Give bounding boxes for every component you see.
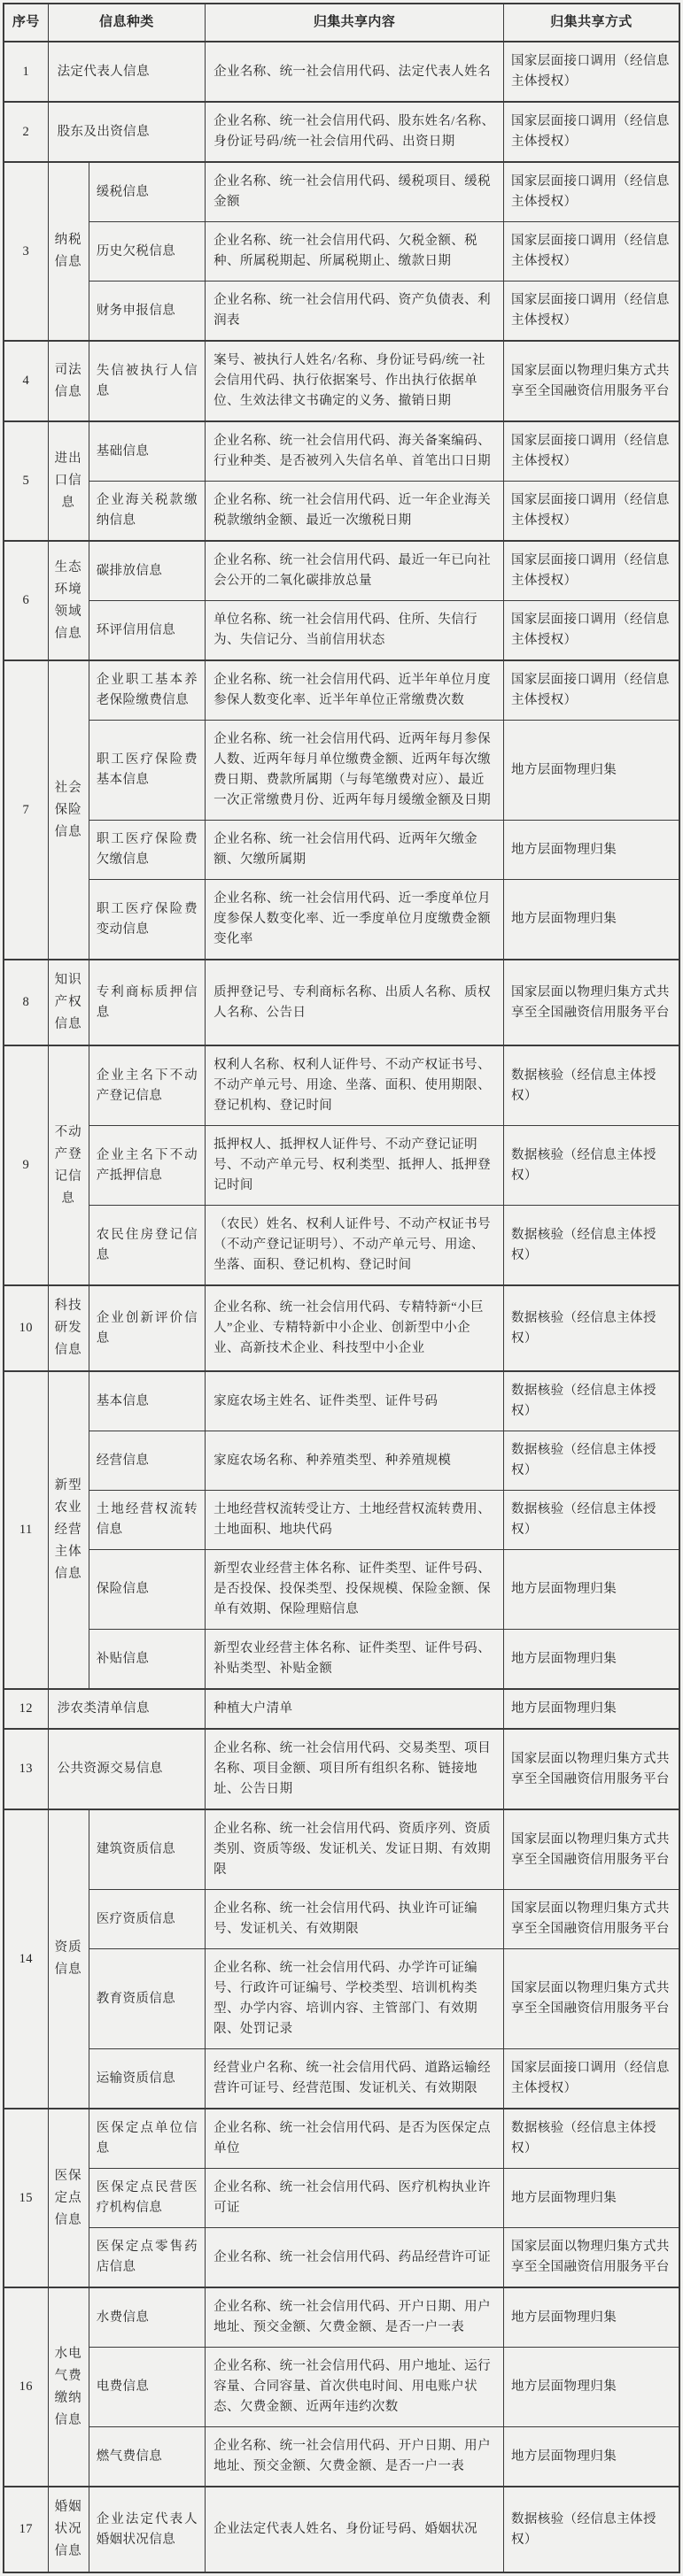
category-cell: 新型农业经营主体信息 bbox=[48, 1371, 89, 1689]
row-number: 6 bbox=[4, 541, 48, 660]
row-number: 15 bbox=[4, 2109, 48, 2287]
content-cell: 企业名称、统一社会信用代码、执业许可证编号、发证机关、有效期限 bbox=[206, 1890, 504, 1949]
subcategory-cell: 历史欠税信息 bbox=[89, 222, 205, 282]
content-cell: 案号、被执行人姓名/名称、身份证号码/统一社会信用代码、执行依据案号、作出执行依据单位、生效法律文书确定的义务、撤销日期 bbox=[206, 341, 504, 421]
method-cell: 国家层面以物理归集方式共享至全国融资信用服务平台 bbox=[503, 1949, 679, 2049]
method-cell: 地方层面物理归集 bbox=[503, 2427, 679, 2487]
row-number: 10 bbox=[4, 1285, 48, 1371]
subcategory-cell: 企业海关税款缴纳信息 bbox=[89, 482, 205, 542]
content-cell: 家庭农场主姓名、证件类型、证件号码 bbox=[206, 1371, 504, 1431]
method-cell: 数据核验（经信息主体授权） bbox=[503, 1206, 679, 1286]
row-number: 7 bbox=[4, 660, 48, 960]
subcategory-cell: 专利商标质押信息 bbox=[89, 960, 205, 1045]
method-cell: 国家层面以物理归集方式共享至全国融资信用服务平台 bbox=[503, 341, 679, 421]
row-number: 13 bbox=[4, 1729, 48, 1809]
subcategory-cell: 职工医疗保险费基本信息 bbox=[89, 721, 205, 821]
table-row bbox=[4, 222, 679, 282]
subcategory-cell: 医保定点零售药店信息 bbox=[89, 2228, 205, 2288]
content-cell: 经营业户名称、统一社会信用代码、道路运输经营许可证号、经营范围、发证机关、有效期限 bbox=[206, 2049, 504, 2109]
table-row bbox=[4, 721, 679, 821]
table-row bbox=[4, 2228, 679, 2288]
table-row bbox=[4, 482, 679, 542]
table-row bbox=[4, 601, 679, 661]
table-body bbox=[4, 42, 679, 2572]
subcategory-cell: 保险信息 bbox=[89, 1550, 205, 1630]
subcategory-cell: 教育资质信息 bbox=[89, 1949, 205, 2049]
method-cell: 地方层面物理归集 bbox=[503, 2348, 679, 2427]
method-cell: 地方层面物理归集 bbox=[503, 2287, 679, 2348]
content-cell: 种植大户清单 bbox=[206, 1689, 504, 1729]
category-cell: 股东及出资信息 bbox=[48, 102, 205, 162]
table-row bbox=[4, 1371, 679, 1431]
method-cell: 国家层面接口调用（经信息主体授权） bbox=[503, 482, 679, 542]
header-method: 归集共享方式 bbox=[503, 4, 679, 42]
content-cell: 企业名称、统一社会信用代码、办学许可证编号、行政许可证编号、学校类型、培训机构类型、办学内容、培训内容、主管部门、有效期限、处罚记录 bbox=[206, 1949, 504, 2049]
method-cell: 数据核验（经信息主体授权） bbox=[503, 1491, 679, 1550]
table-row bbox=[4, 2427, 679, 2487]
table-row bbox=[4, 2049, 679, 2109]
method-cell: 国家层面接口调用（经信息主体授权） bbox=[503, 601, 679, 661]
table-row bbox=[4, 42, 679, 102]
subcategory-cell: 职工医疗保险费欠缴信息 bbox=[89, 821, 205, 880]
category-cell: 进出口信息 bbox=[48, 421, 89, 541]
method-cell: 地方层面物理归集 bbox=[503, 880, 679, 960]
row-number: 9 bbox=[4, 1045, 48, 1285]
method-cell: 数据核验（经信息主体授权） bbox=[503, 1126, 679, 1206]
subcategory-cell: 土地经营权流转信息 bbox=[89, 1491, 205, 1550]
method-cell: 国家层面接口调用（经信息主体授权） bbox=[503, 421, 679, 482]
header-content: 归集共享内容 bbox=[206, 4, 504, 42]
content-cell: 企业名称、统一社会信用代码、欠税金额、税种、所属税期起、所属税期止、缴款日期 bbox=[206, 222, 504, 282]
subcategory-cell: 燃气费信息 bbox=[89, 2427, 205, 2487]
content-cell: 质押登记号、专利商标名称、出质人名称、质权人名称、公告日 bbox=[206, 960, 504, 1045]
table-row bbox=[4, 1431, 679, 1491]
credit-info-sharing-table bbox=[3, 3, 680, 2573]
category-cell: 资质信息 bbox=[48, 1809, 89, 2109]
table-row bbox=[4, 282, 679, 342]
method-cell: 数据核验（经信息主体授权） bbox=[503, 2109, 679, 2169]
method-cell: 国家层面以物理归集方式共享至全国融资信用服务平台 bbox=[503, 2228, 679, 2288]
row-number: 16 bbox=[4, 2287, 48, 2487]
table-row bbox=[4, 1550, 679, 1630]
table-row bbox=[4, 1689, 679, 1729]
subcategory-cell: 碳排放信息 bbox=[89, 541, 205, 601]
table-row bbox=[4, 880, 679, 960]
table-row bbox=[4, 1491, 679, 1550]
method-cell: 国家层面接口调用（经信息主体授权） bbox=[503, 102, 679, 162]
header-num: 序号 bbox=[4, 4, 48, 42]
content-cell: 土地经营权流转受让方、土地经营权流转费用、土地面积、地块代码 bbox=[206, 1491, 504, 1550]
row-number: 12 bbox=[4, 1689, 48, 1729]
table-row bbox=[4, 2169, 679, 2228]
content-cell: 企业名称、统一社会信用代码、开户日期、用户地址、预交金额、欠费金额、是否一户一表 bbox=[206, 2287, 504, 2348]
table-row bbox=[4, 2487, 679, 2572]
content-cell: 企业名称、统一社会信用代码、资产负债表、利润表 bbox=[206, 282, 504, 342]
content-cell: 企业名称、统一社会信用代码、开户日期、用户地址、预交金额、欠费金额、是否一户一表 bbox=[206, 2427, 504, 2487]
subcategory-cell: 建筑资质信息 bbox=[89, 1809, 205, 1890]
method-cell: 地方层面物理归集 bbox=[503, 721, 679, 821]
table-row bbox=[4, 2287, 679, 2348]
table-row bbox=[4, 1809, 679, 1890]
category-cell: 水电气费缴纳信息 bbox=[48, 2287, 89, 2487]
method-cell: 国家层面以物理归集方式共享至全国融资信用服务平台 bbox=[503, 960, 679, 1045]
subcategory-cell: 财务申报信息 bbox=[89, 282, 205, 342]
subcategory-cell: 企业法定代表人婚姻状况信息 bbox=[89, 2487, 205, 2572]
content-cell: 新型农业经营主体名称、证件类型、证件号码、是否投保、投保类型、投保规模、保险金额、保单有效期、保险理赔信息 bbox=[206, 1550, 504, 1630]
content-cell: 企业名称、统一社会信用代码、近两年每月参保人数、近两年每月单位缴费金额、近两年每次缴费日期、费款所属期（与每笔缴费对应）、最近一次正常缴费月份、近两年每月缓缴金额及日期 bbox=[206, 721, 504, 821]
row-number: 11 bbox=[4, 1371, 48, 1689]
table-row bbox=[4, 541, 679, 601]
method-cell: 数据核验（经信息主体授权） bbox=[503, 2487, 679, 2572]
subcategory-cell: 医保定点单位信息 bbox=[89, 2109, 205, 2169]
category-cell: 不动产登记信息 bbox=[48, 1045, 89, 1285]
table-row bbox=[4, 660, 679, 721]
subcategory-cell: 电费信息 bbox=[89, 2348, 205, 2427]
subcategory-cell: 环评信用信息 bbox=[89, 601, 205, 661]
table-row bbox=[4, 821, 679, 880]
table-row bbox=[4, 2109, 679, 2169]
subcategory-cell: 经营信息 bbox=[89, 1431, 205, 1491]
table-row bbox=[4, 1126, 679, 1206]
content-cell: 企业名称、统一社会信用代码、近一年企业海关税款缴纳金额、最近一次缴税日期 bbox=[206, 482, 504, 542]
table-row bbox=[4, 1949, 679, 2049]
row-number: 8 bbox=[4, 960, 48, 1045]
category-cell: 涉农类清单信息 bbox=[48, 1689, 205, 1729]
row-number: 3 bbox=[4, 162, 48, 341]
row-number: 14 bbox=[4, 1809, 48, 2109]
subcategory-cell: 企业创新评价信息 bbox=[89, 1285, 205, 1371]
method-cell: 数据核验（经信息主体授权） bbox=[503, 1371, 679, 1431]
content-cell: 企业名称、统一社会信用代码、是否为医保定点单位 bbox=[206, 2109, 504, 2169]
row-number: 4 bbox=[4, 341, 48, 421]
content-cell: 企业名称、统一社会信用代码、交易类型、项目名称、项目金额、项目所有组织名称、链接地址、公告日期 bbox=[206, 1729, 504, 1809]
header-row bbox=[4, 4, 679, 42]
subcategory-cell: 企业职工基本养老保险缴费信息 bbox=[89, 660, 205, 721]
table-row bbox=[4, 421, 679, 482]
method-cell: 国家层面接口调用（经信息主体授权） bbox=[503, 282, 679, 342]
content-cell: 企业名称、统一社会信用代码、海关备案编码、行业种类、是否被列入失信名单、首笔出口日期 bbox=[206, 421, 504, 482]
table-row bbox=[4, 960, 679, 1045]
content-cell: 企业法定代表人姓名、身份证号码、婚姻状况 bbox=[206, 2487, 504, 2572]
table-row bbox=[4, 162, 679, 222]
table-row bbox=[4, 1630, 679, 1690]
subcategory-cell: 农民住房登记信息 bbox=[89, 1206, 205, 1286]
method-cell: 国家层面接口调用（经信息主体授权） bbox=[503, 660, 679, 721]
method-cell: 国家层面以物理归集方式共享至全国融资信用服务平台 bbox=[503, 1809, 679, 1890]
subcategory-cell: 基本信息 bbox=[89, 1371, 205, 1431]
content-cell: 企业名称、统一社会信用代码、最近一年已向社会公开的二氧化碳排放总量 bbox=[206, 541, 504, 601]
subcategory-cell: 企业主名下不动产抵押信息 bbox=[89, 1126, 205, 1206]
subcategory-cell: 基础信息 bbox=[89, 421, 205, 482]
subcategory-cell: 医疗资质信息 bbox=[89, 1890, 205, 1949]
method-cell: 地方层面物理归集 bbox=[503, 2169, 679, 2228]
category-cell: 医保定点信息 bbox=[48, 2109, 89, 2287]
table-row bbox=[4, 1285, 679, 1371]
method-cell: 数据核验（经信息主体授权） bbox=[503, 1431, 679, 1491]
row-number: 17 bbox=[4, 2487, 48, 2572]
subcategory-cell: 医保定点民营医疗机构信息 bbox=[89, 2169, 205, 2228]
method-cell: 国家层面接口调用（经信息主体授权） bbox=[503, 2049, 679, 2109]
method-cell: 国家层面接口调用（经信息主体授权） bbox=[503, 222, 679, 282]
table-row bbox=[4, 341, 679, 421]
content-cell: 新型农业经营主体名称、证件类型、证件号码、补贴类型、补贴金额 bbox=[206, 1630, 504, 1690]
method-cell: 数据核验（经信息主体授权） bbox=[503, 1045, 679, 1126]
category-cell: 法定代表人信息 bbox=[48, 42, 205, 102]
method-cell: 国家层面接口调用（经信息主体授权） bbox=[503, 42, 679, 102]
content-cell: 企业名称、统一社会信用代码、近两年欠缴金额、欠缴所属期 bbox=[206, 821, 504, 880]
table-row bbox=[4, 2348, 679, 2427]
content-cell: 抵押权人、抵押权人证件号、不动产登记证明号、不动产单元号、权利类型、抵押人、抵押登记时间 bbox=[206, 1126, 504, 1206]
method-cell: 国家层面以物理归集方式共享至全国融资信用服务平台 bbox=[503, 1729, 679, 1809]
table-row bbox=[4, 1729, 679, 1809]
row-number: 1 bbox=[4, 42, 48, 102]
content-cell: 单位名称、统一社会信用代码、住所、失信行为、失信记分、当前信用状态 bbox=[206, 601, 504, 661]
method-cell: 地方层面物理归集 bbox=[503, 821, 679, 880]
subcategory-cell: 缓税信息 bbox=[89, 162, 205, 222]
content-cell: 企业名称、统一社会信用代码、近半年单位月度参保人数变化率、近半年单位正常缴费次数 bbox=[206, 660, 504, 721]
table-row bbox=[4, 1206, 679, 1286]
content-cell: 企业名称、统一社会信用代码、法定代表人姓名 bbox=[206, 42, 504, 102]
subcategory-cell: 补贴信息 bbox=[89, 1630, 205, 1690]
method-cell: 国家层面接口调用（经信息主体授权） bbox=[503, 162, 679, 222]
header-type: 信息种类 bbox=[48, 4, 205, 42]
content-cell: 企业名称、统一社会信用代码、缓税项目、缓税金额 bbox=[206, 162, 504, 222]
subcategory-cell: 失信被执行人信息 bbox=[89, 341, 205, 421]
content-cell: 企业名称、统一社会信用代码、近一季度单位月度参保人数变化率、近一季度单位月度缴费金额变化率 bbox=[206, 880, 504, 960]
content-cell: 企业名称、统一社会信用代码、资质序列、资质类别、资质等级、发证机关、发证日期、有效期限 bbox=[206, 1809, 504, 1890]
content-cell: 企业名称、统一社会信用代码、药品经营许可证 bbox=[206, 2228, 504, 2288]
category-cell: 婚姻状况信息 bbox=[48, 2487, 89, 2572]
row-number: 5 bbox=[4, 421, 48, 541]
content-cell: 家庭农场名称、种养殖类型、种养殖规模 bbox=[206, 1431, 504, 1491]
method-cell: 地方层面物理归集 bbox=[503, 1630, 679, 1690]
category-cell: 生态环境领域信息 bbox=[48, 541, 89, 660]
category-cell: 社会保险信息 bbox=[48, 660, 89, 960]
method-cell: 国家层面接口调用（经信息主体授权） bbox=[503, 541, 679, 601]
table-row bbox=[4, 102, 679, 162]
category-cell: 司法信息 bbox=[48, 341, 89, 421]
method-cell: 国家层面以物理归集方式共享至全国融资信用服务平台 bbox=[503, 1890, 679, 1949]
method-cell: 地方层面物理归集 bbox=[503, 1689, 679, 1729]
row-number: 2 bbox=[4, 102, 48, 162]
content-cell: 企业名称、统一社会信用代码、用户地址、运行容量、合同容量、首次供电时间、用电账户状态、欠费金额、近两年违约次数 bbox=[206, 2348, 504, 2427]
content-cell: 权利人名称、权利人证件号、不动产权证书号、不动产单元号、用途、坐落、面积、使用期限、登记机构、登记时间 bbox=[206, 1045, 504, 1126]
content-cell: （农民）姓名、权利人证件号、不动产权证书号（不动产登记证明号）、不动产单元号、用途、坐落、面积、登记机构、登记时间 bbox=[206, 1206, 504, 1286]
content-cell: 企业名称、统一社会信用代码、医疗机构执业许可证 bbox=[206, 2169, 504, 2228]
category-cell: 知识产权信息 bbox=[48, 960, 89, 1045]
table-row bbox=[4, 1045, 679, 1126]
category-cell: 纳税信息 bbox=[48, 162, 89, 341]
content-cell: 企业名称、统一社会信用代码、专精特新“小巨人”企业、专精特新中小企业、创新型中小企业、高新技术企业、科技型中小企业 bbox=[206, 1285, 504, 1371]
category-cell: 公共资源交易信息 bbox=[48, 1729, 205, 1809]
method-cell: 数据核验（经信息主体授权） bbox=[503, 1285, 679, 1371]
table-header bbox=[4, 4, 679, 42]
method-cell: 地方层面物理归集 bbox=[503, 1550, 679, 1630]
subcategory-cell: 企业主名下不动产登记信息 bbox=[89, 1045, 205, 1126]
subcategory-cell: 运输资质信息 bbox=[89, 2049, 205, 2109]
content-cell: 企业名称、统一社会信用代码、股东姓名/名称、身份证号码/统一社会信用代码、出资日期 bbox=[206, 102, 504, 162]
table-row bbox=[4, 1890, 679, 1949]
category-cell: 科技研发信息 bbox=[48, 1285, 89, 1371]
subcategory-cell: 水费信息 bbox=[89, 2287, 205, 2348]
subcategory-cell: 职工医疗保险费变动信息 bbox=[89, 880, 205, 960]
